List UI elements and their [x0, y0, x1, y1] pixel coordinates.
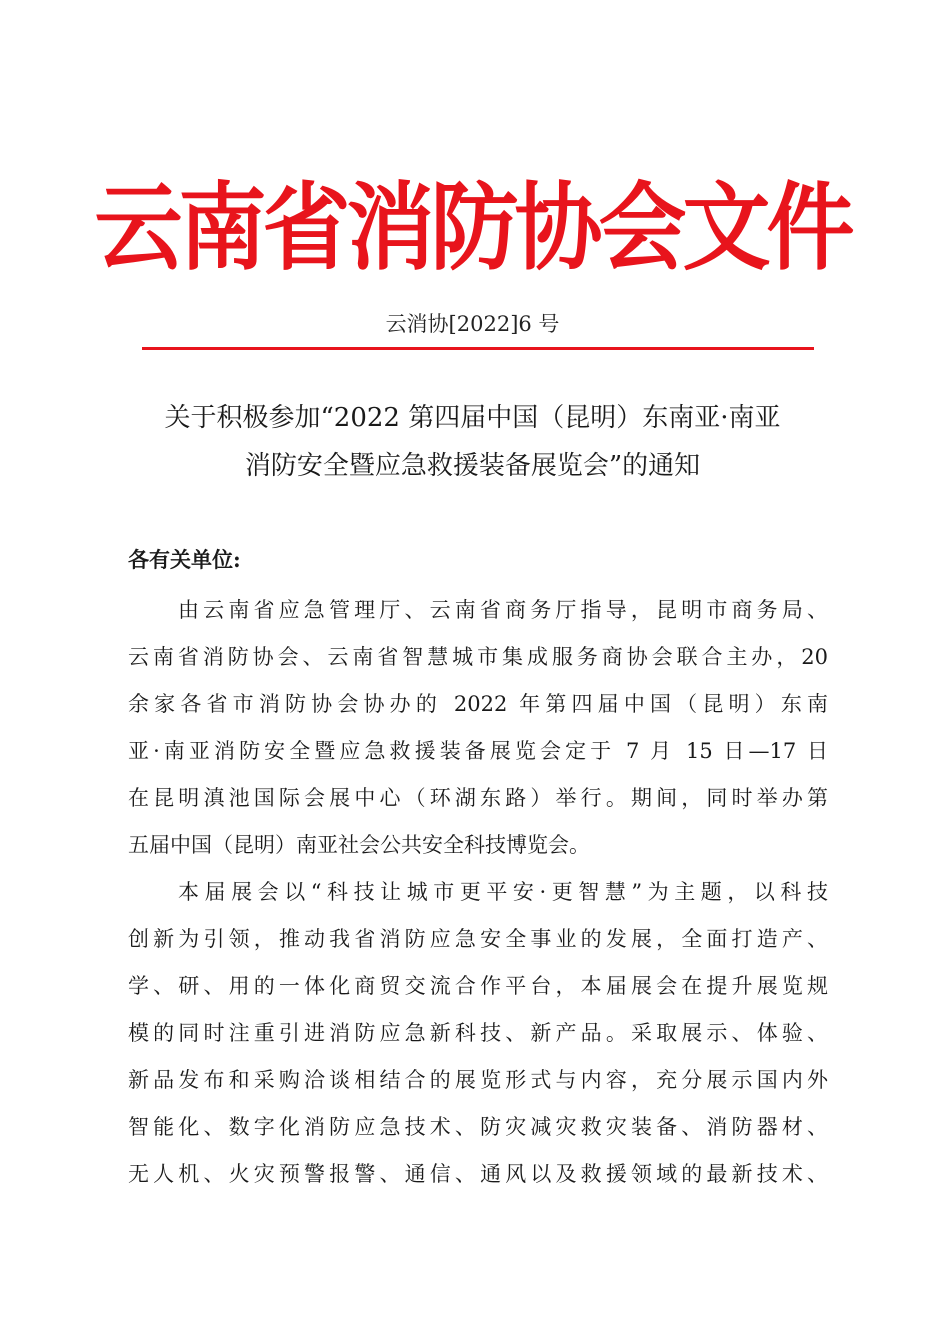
body-text [128, 587, 828, 1198]
body-line: 由云南省应急管理厅、云南省商务厅指导，昆明市商务局、 [178, 598, 828, 622]
body-line: 五届中国（昆明）南亚社会公共安全科技博览会。 [128, 833, 590, 857]
body-line: 在昆明滇池国际会展中心（环湖东路）举行。期间，同时举办第 [128, 786, 828, 810]
notice-title [110, 394, 835, 490]
body-line: 学、研、用的一体化商贸交流合作平台，本届展会在提升展览规 [128, 974, 828, 998]
red-divider-line [142, 347, 814, 350]
body-line: 本届展会以“科技让城市更平安·更智慧”为主题，以科技 [178, 880, 828, 904]
notice-title-line-2: 消防安全暨应急救援装备展览会”的通知 [244, 451, 701, 481]
document-number: 云消协[2022]6 号 [385, 312, 560, 336]
body-line: 无人机、火灾预警报警、通信、通风以及救援领域的最新技术、 [128, 1162, 828, 1186]
body-line: 模的同时注重引进消防应急新科技、新产品。采取展示、体验、 [128, 1021, 828, 1045]
body-line: 新品发布和采购洽谈相结合的展览形式与内容，充分展示国内外 [128, 1068, 828, 1092]
document-header-title: 云南省消防协会文件 [94, 171, 851, 284]
body-line: 余家各省市消防协会协办的 2022 年第四届中国（昆明）东南 [128, 692, 828, 716]
body-line: 智能化、数字化消防应急技术、防灾减灾救灾装备、消防器材、 [128, 1115, 828, 1139]
body-line: 亚·南亚消防安全暨应急救援装备展览会定于 7 月 15 日—17 日 [128, 739, 828, 763]
body-line: 云南省消防协会、云南省智慧城市集成服务商协会联合主办，20 [128, 645, 828, 669]
salutation: 各有关单位: [128, 547, 241, 572]
body-line: 创新为引领，推动我省消防应急安全事业的发展，全面打造产、 [128, 927, 828, 951]
notice-title-line-1: 关于积极参加“2022 第四届中国（昆明）东南亚·南亚 [164, 403, 781, 433]
